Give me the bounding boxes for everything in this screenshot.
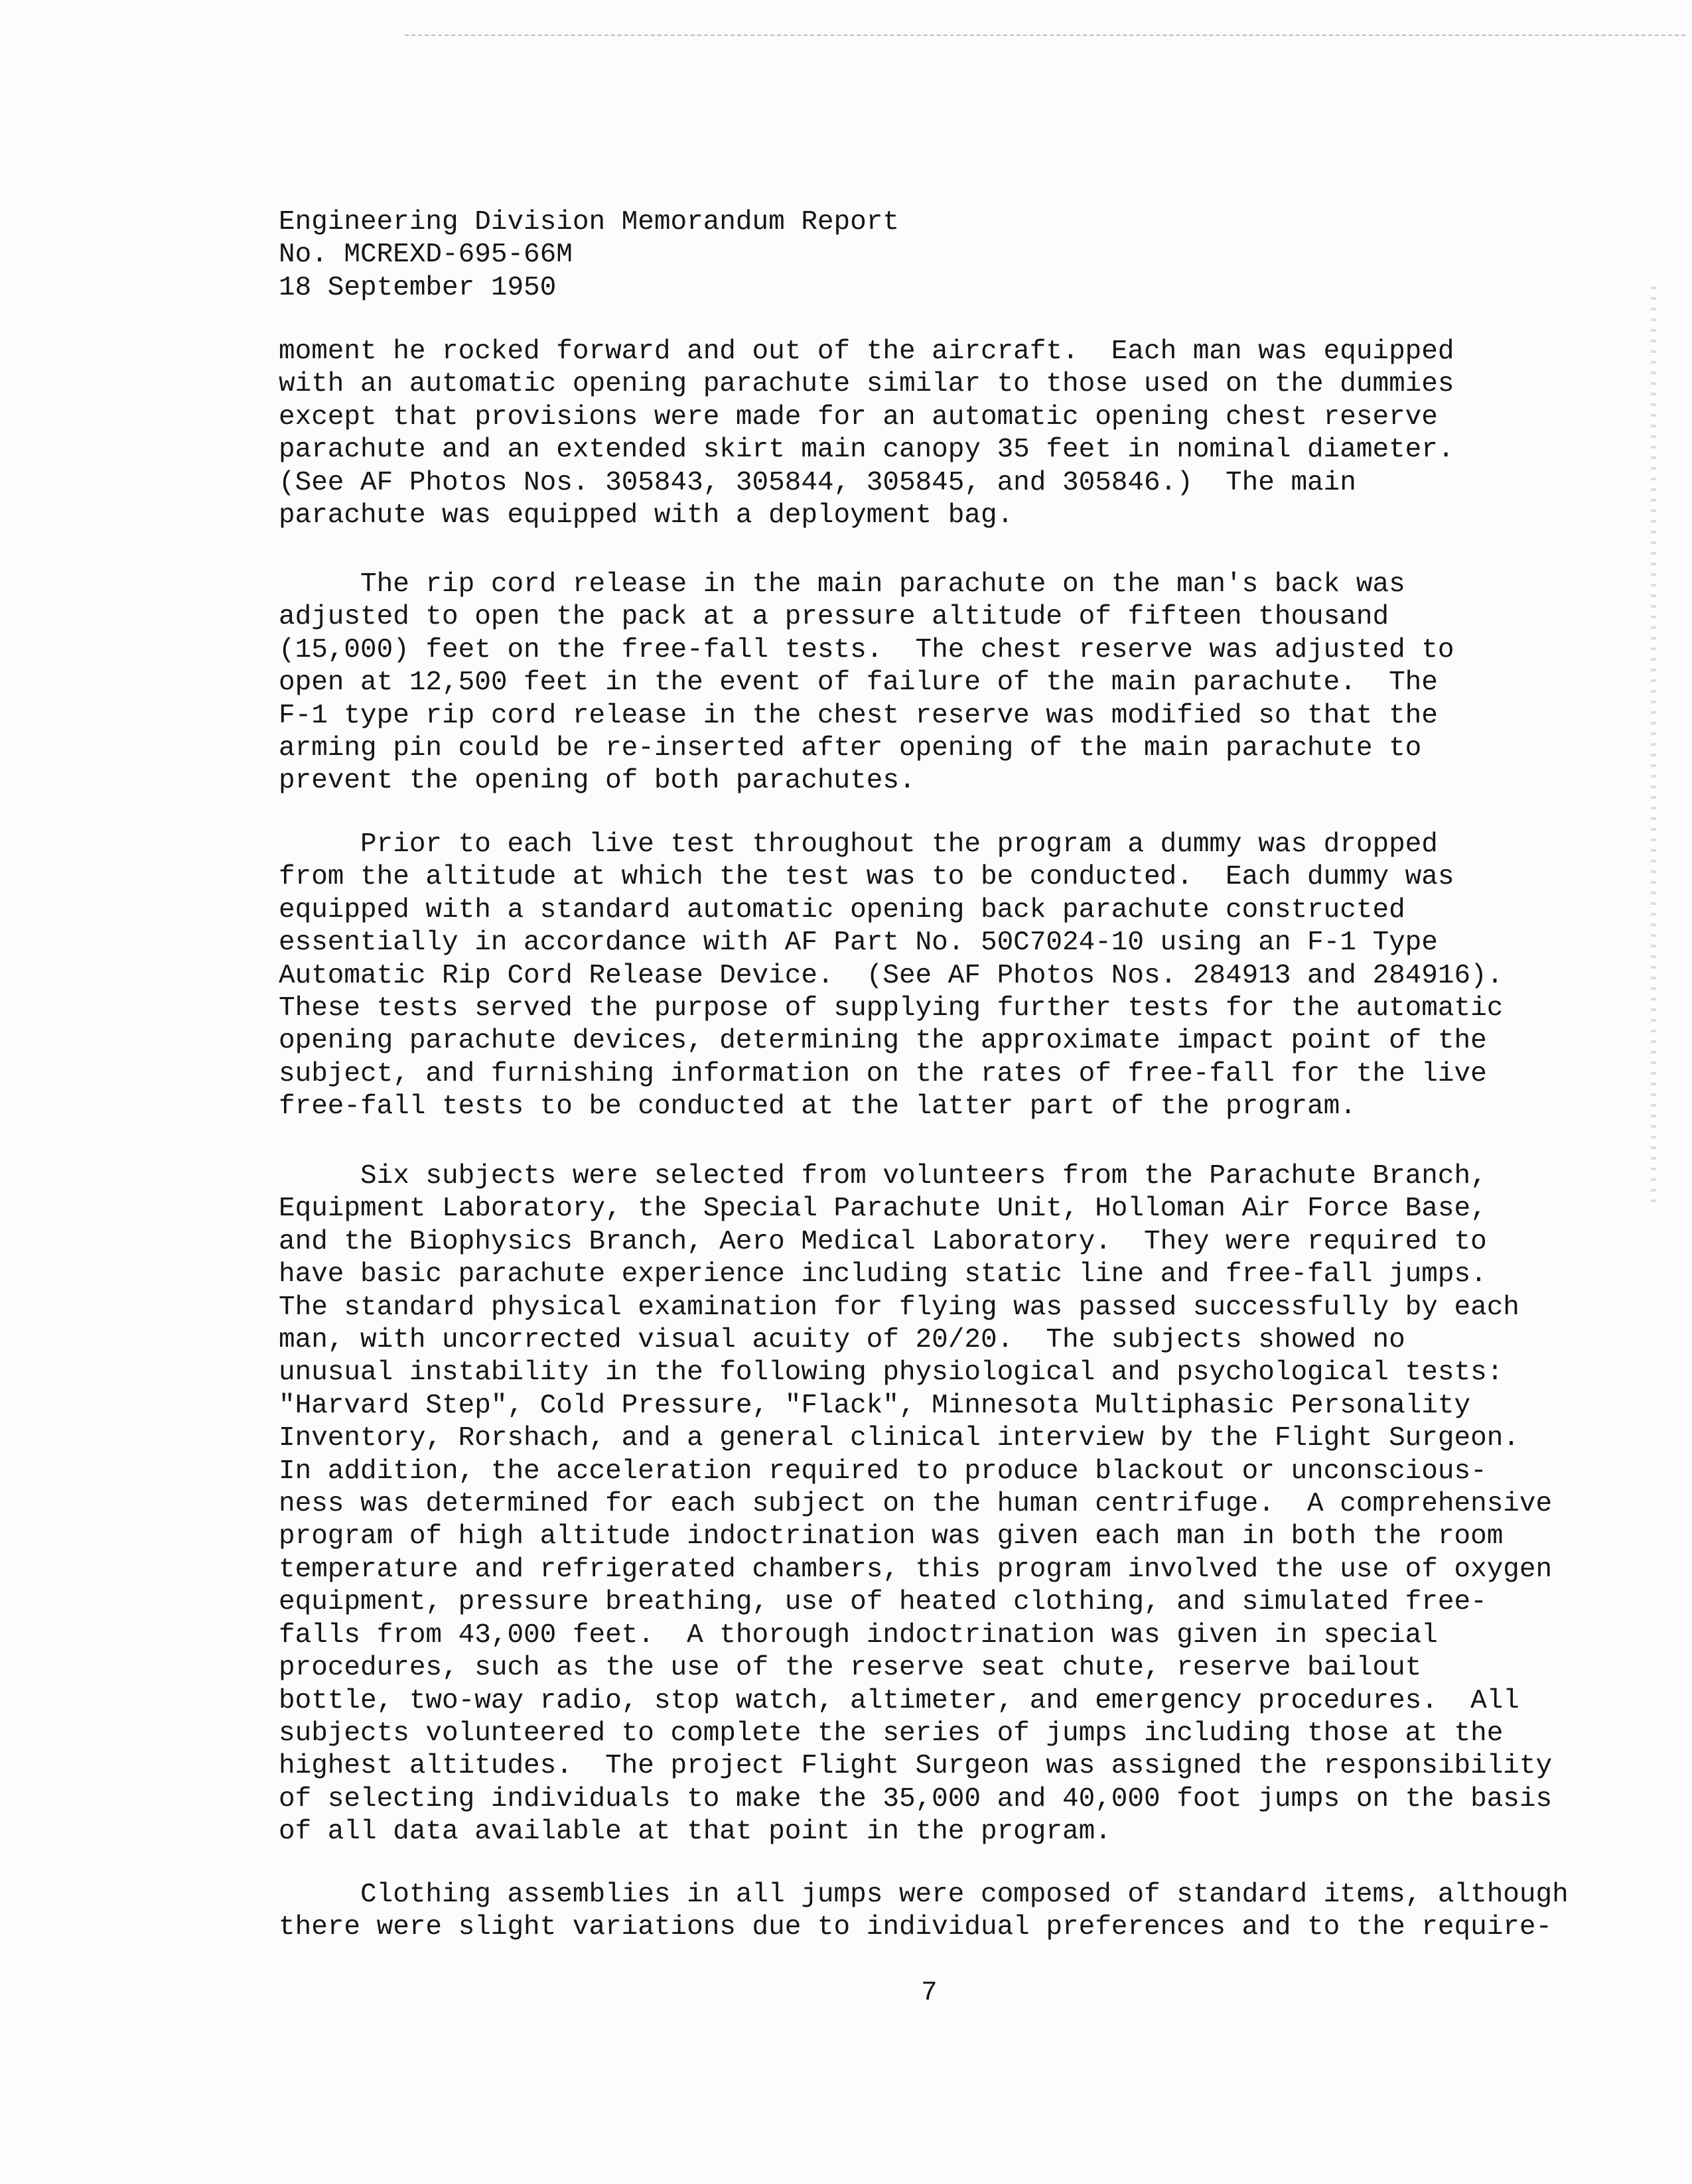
text-line: (15,000) feet on the free-fall tests. The chest reserve was adjusted to — [279, 634, 1454, 665]
paragraph-2 — [279, 569, 1454, 798]
text-line: (See AF Photos Nos. 305843, 305844, 305845, and 305846.) The main — [279, 467, 1356, 498]
text-line: bottle, two-way radio, stop watch, altimeter, and emergency procedures. All — [279, 1685, 1519, 1716]
header-report-number: No. MCREXD-695-66M — [279, 239, 573, 271]
text-line: from the altitude at which the test was to be conducted. Each dummy was — [279, 862, 1454, 893]
text-line: These tests served the purpose of supplying further tests for the automatic — [279, 993, 1504, 1024]
paragraph-4 — [279, 1160, 1552, 1849]
text-line: program of high altitude indoctrination was given each man in both the room — [279, 1521, 1504, 1552]
text-line: ness was determined for each subject on the human centrifuge. A comprehensive — [279, 1489, 1553, 1520]
scan-artifact-rule — [405, 34, 1685, 36]
paragraph-3 — [279, 829, 1503, 1124]
text-line: arming pin could be re-inserted after opening of the main parachute to — [279, 733, 1422, 764]
text-line: Clothing assemblies in all jumps were composed of standard items, although — [279, 1879, 1569, 1910]
text-line: with an automatic opening parachute similar to those used on the dummies — [279, 369, 1454, 400]
text-line: except that provisions were made for an automatic opening chest reserve — [279, 401, 1438, 433]
text-line: equipment, pressure breathing, use of heated clothing, and simulated free- — [279, 1587, 1487, 1618]
text-line: equipped with a standard automatic opening back parachute constructed — [279, 894, 1405, 925]
text-line: falls from 43,000 feet. A thorough indoctrination was given in special — [279, 1619, 1438, 1651]
text-line: and the Biophysics Branch, Aero Medical Laboratory. They were required to — [279, 1226, 1487, 1257]
text-line: unusual instability in the following physiological and psychological tests: — [279, 1357, 1504, 1389]
text-line: subjects volunteered to complete the series of jumps including those at the — [279, 1718, 1504, 1749]
text-line: of selecting individuals to make the 35,000 and 40,000 foot jumps on the basis — [279, 1783, 1553, 1814]
text-line: Prior to each live test throughout the program a dummy was dropped — [279, 829, 1438, 860]
text-line: Inventory, Rorshach, and a general clinical interview by the Flight Surgeon. — [279, 1423, 1519, 1454]
scan-artifact-edge — [1651, 279, 1656, 1207]
text-line: prevent the opening of both parachutes. — [279, 766, 916, 797]
text-line: essentially in accordance with AF Part No. 50C7024-10 using an F-1 Type — [279, 927, 1438, 959]
paragraph-5 — [279, 1879, 1569, 1945]
text-line: The standard physical examination for flying was passed successfully by each — [279, 1292, 1519, 1323]
text-line: Automatic Rip Cord Release Device. (See AF Photos Nos. 284913 and 284916). — [279, 960, 1504, 991]
text-line: opening parachute devices, determining the approximate impact point of the — [279, 1026, 1487, 1057]
text-line: "Harvard Step", Cold Pressure, "Flack", Minnesota Multiphasic Personality — [279, 1390, 1471, 1421]
text-line: parachute was equipped with a deployment bag. — [279, 500, 1014, 531]
text-line: highest altitudes. The project Flight Surgeon was assigned the responsibility — [279, 1751, 1553, 1782]
text-line: there were slight variations due to individual preferences and to the require- — [279, 1912, 1553, 1943]
text-line: F-1 type rip cord release in the chest reserve was modified so that the — [279, 700, 1438, 731]
text-line: In addition, the acceleration required to produce blackout or unconscious- — [279, 1456, 1487, 1487]
text-line: parachute and an extended skirt main canopy 35 feet in nominal diameter. — [279, 435, 1454, 466]
text-line: have basic parachute experience including static line and free-fall jumps. — [279, 1259, 1487, 1290]
text-line: The rip cord release in the main parachute on the man's back was — [279, 569, 1405, 600]
text-line: subject, and furnishing information on the rates of free-fall for the live — [279, 1058, 1487, 1089]
text-line: of all data available at that point in the program. — [279, 1816, 1111, 1848]
text-line: free-fall tests to be conducted at the latter part of the program. — [279, 1091, 1356, 1123]
text-line: temperature and refrigerated chambers, this program involved the use of oxygen — [279, 1554, 1553, 1585]
memo-header — [279, 206, 899, 305]
text-line: Equipment Laboratory, the Special Parachute Unit, Holloman Air Force Base, — [279, 1194, 1487, 1225]
text-line: Six subjects were selected from volunteers from the Parachute Branch, — [279, 1161, 1487, 1192]
page-number: 7 — [921, 1978, 938, 2008]
text-line: adjusted to open the pack at a pressure altitude of fifteen thousand — [279, 602, 1389, 633]
text-line: moment he rocked forward and out of the aircraft. Each man was equipped — [279, 336, 1454, 367]
text-line: open at 12,500 feet in the event of failure of the main parachute. The — [279, 667, 1438, 699]
header-title: Engineering Division Memorandum Report — [279, 207, 899, 238]
paragraph-1 — [279, 336, 1454, 532]
text-line: man, with uncorrected visual acuity of 20/20. The subjects showed no — [279, 1325, 1405, 1356]
header-date: 18 September 1950 — [279, 272, 557, 303]
text-line: procedures, such as the use of the reserve seat chute, reserve bailout — [279, 1653, 1422, 1684]
